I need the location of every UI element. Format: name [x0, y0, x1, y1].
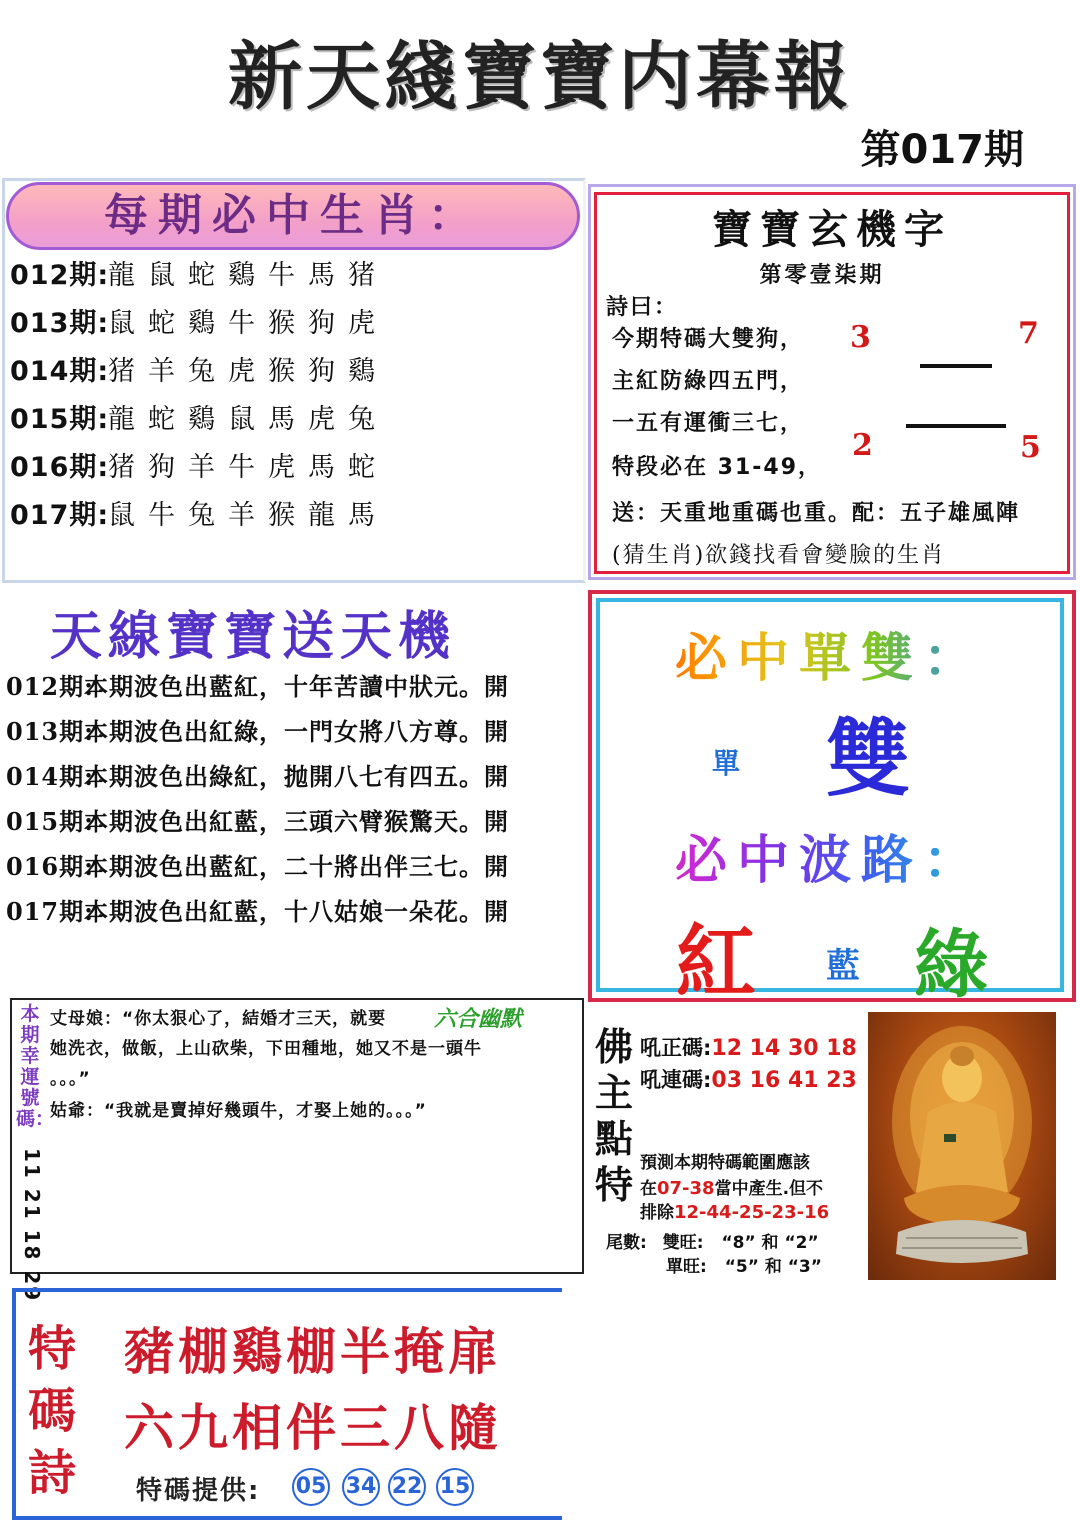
- buddha-figure-icon: [868, 1012, 1056, 1280]
- zodiac-animal: 牛: [228, 308, 256, 339]
- zodiac-animal: 蛇: [188, 260, 216, 291]
- poem-line: 主紅防綠四五門，: [612, 369, 805, 394]
- zodiac-animal: 馬: [308, 260, 336, 291]
- zodiac-animal: 鷄: [348, 356, 376, 387]
- zodiac-animal: 龍: [308, 500, 336, 531]
- wave-text: 本期波色出紅藍，十八姑娘一朵花。開: [84, 898, 509, 926]
- zodiac-animal: 羊: [228, 500, 256, 531]
- zodiac-animal: 牛: [268, 260, 296, 291]
- main-numbers: 12 14 30 18: [711, 1036, 857, 1061]
- zodiac-issue: 012期:: [10, 260, 110, 291]
- single-double-heading: 必中單雙：: [600, 616, 1060, 691]
- wave-row: [6, 754, 509, 799]
- wave-text: 本期波色出紅藍，三頭六臂猴驚天。開: [84, 808, 509, 836]
- zodiac-issue: 013期:: [10, 308, 110, 339]
- riddle-guess: (猜生肖)欲錢找看會變臉的生肖: [612, 543, 946, 568]
- zodiac-issue: 015期:: [10, 404, 110, 435]
- lucky-numbers: 11 21 18 29: [20, 1148, 44, 1303]
- zodiac-animal: 猪: [108, 452, 136, 483]
- provider-label: 特碼提供:: [136, 1476, 261, 1506]
- double-prosper-label: 雙旺:: [662, 1233, 704, 1253]
- number-ball: 05: [292, 1468, 330, 1506]
- buddha-image: [868, 1012, 1056, 1280]
- zodiac-animal: 猪: [108, 356, 136, 387]
- double-answer: 雙: [826, 709, 911, 808]
- wave-route-heading: 必中波路：: [600, 818, 1060, 893]
- wave-text: 本期波色出綠紅，抛開八七有四五。開: [84, 763, 509, 791]
- zodiac-animal: 馬: [348, 500, 376, 531]
- zodiac-animal: 猪: [348, 260, 376, 291]
- zodiac-animal: 蛇: [148, 404, 176, 435]
- newspaper-title: 新天綫寶寶内幕報: [228, 34, 852, 120]
- zodiac-animal: 虎: [268, 452, 296, 483]
- single-prosper-value: “5” 和 “3”: [724, 1257, 822, 1277]
- single-prosper-label: 單旺:: [666, 1257, 707, 1277]
- zodiac-animal: 馬: [268, 404, 296, 435]
- wave-row: [6, 889, 509, 934]
- number-ball: 34: [342, 1468, 380, 1506]
- link-numbers: 03 16 41 23: [711, 1068, 857, 1093]
- zodiac-animal: 兔: [188, 356, 216, 387]
- wave-text: 本期波色出藍紅，十年苦讀中狀元。開: [84, 673, 509, 701]
- zodiac-row: [10, 348, 382, 396]
- wave-issue: 013期:: [6, 717, 94, 746]
- special-poem-line: 六九相伴三八隨: [124, 1398, 502, 1457]
- zodiac-animal: 羊: [188, 452, 216, 483]
- buddha-label: 佛主點特: [594, 1024, 633, 1207]
- wave-heading: 天線寶寶送天機: [50, 606, 457, 667]
- wave-issue: 015期:: [6, 807, 94, 836]
- exclude-label: 排除: [640, 1203, 674, 1223]
- zodiac-animal: 虎: [348, 308, 376, 339]
- poem-line: 一五有運衝三七，: [612, 411, 805, 436]
- zodiac-animal: 狗: [308, 308, 336, 339]
- zodiac-animal: 牛: [228, 452, 256, 483]
- green-answer: 綠: [914, 922, 988, 1008]
- zodiac-animal: 兔: [348, 404, 376, 435]
- zodiac-row: [10, 252, 382, 300]
- riddle-number: 5: [1020, 430, 1041, 465]
- wave-issue: 014期:: [6, 762, 94, 791]
- zodiac-animal: 鷄: [228, 260, 256, 291]
- riddle-stroke: [920, 364, 992, 368]
- predict-range: 07-38: [657, 1178, 715, 1199]
- issue-number: 第017期: [860, 127, 1024, 173]
- zodiac-animal: 龍: [108, 260, 136, 291]
- zodiac-animal: 鼠: [148, 260, 176, 291]
- special-poem-line: 豬棚鷄棚半掩扉: [124, 1322, 502, 1381]
- number-ball: 15: [436, 1468, 474, 1506]
- zodiac-issue: 017期:: [10, 500, 110, 531]
- special-poem-label: 特碼詩: [28, 1321, 77, 1501]
- riddle-title: 寶寶玄機字: [712, 206, 952, 253]
- zodiac-animal: 狗: [148, 452, 176, 483]
- predict-line: 預測本期特碼範圍應該: [640, 1153, 810, 1173]
- zodiac-animal: 虎: [308, 404, 336, 435]
- riddle-number: 2: [852, 428, 873, 463]
- zodiac-heading: 每期必中生肖：: [6, 182, 580, 250]
- predict-prefix: 在: [640, 1179, 657, 1199]
- wave-text: 本期波色出藍紅，二十將出伴三七。開: [84, 853, 509, 881]
- riddle-stroke: [906, 424, 1006, 428]
- wave-issue: 016期:: [6, 852, 94, 881]
- joke-line: 丈母娘：“你太狠心了，結婚才三天，就要: [50, 1009, 387, 1029]
- riddle-send: 送：天重地重碼也重。配：五子雄風陣: [612, 501, 1021, 526]
- zodiac-animal: 鷄: [188, 404, 216, 435]
- zodiac-animal: 鷄: [188, 308, 216, 339]
- riddle-number: 3: [850, 320, 871, 355]
- zodiac-animal: 虎: [228, 356, 256, 387]
- zodiac-row: [10, 492, 382, 540]
- zodiac-animal: 兔: [188, 500, 216, 531]
- zodiac-animal: 蛇: [148, 308, 176, 339]
- riddle-subtitle: 第零壹柒期: [759, 263, 885, 288]
- zodiac-animal: 蛇: [348, 452, 376, 483]
- zodiac-animal: 猴: [268, 356, 296, 387]
- predict-suffix: 當中產生.但不: [714, 1179, 824, 1199]
- zodiac-row: [10, 300, 382, 348]
- wave-issue: 012期:: [6, 672, 94, 701]
- humor-logo: 六合幽默: [434, 1007, 523, 1032]
- zodiac-animal: 鼠: [108, 500, 136, 531]
- zodiac-animal: 羊: [148, 356, 176, 387]
- zodiac-animal: 猴: [268, 500, 296, 531]
- zodiac-animal: 鼠: [108, 308, 136, 339]
- joke-line: 。。。”: [50, 1069, 91, 1089]
- zodiac-animal: 龍: [108, 404, 136, 435]
- joke-line: 她洗衣，做飯，上山砍柴，下田種地，她又不是一頭牛: [50, 1039, 482, 1059]
- zodiac-row: [10, 444, 382, 492]
- tail-label: 尾數:: [606, 1233, 647, 1253]
- poem-line: 今期特碼大雙狗，: [612, 327, 805, 352]
- riddle-number: 7: [1018, 316, 1039, 351]
- wave-row: [6, 709, 509, 754]
- zodiac-animal: 猴: [268, 308, 296, 339]
- wave-row: [6, 844, 509, 889]
- wave-issue: 017期:: [6, 897, 94, 926]
- poem-label: 詩曰：: [606, 295, 679, 320]
- link-label: 吼連碼:: [640, 1068, 712, 1092]
- main-label: 吼正碼:: [640, 1036, 712, 1060]
- zodiac-animal: 馬: [308, 452, 336, 483]
- single-label: 單: [712, 747, 741, 780]
- poem-line: 特段必在 31-49，: [612, 455, 823, 480]
- red-answer: 紅: [676, 915, 756, 1009]
- wave-row: [6, 664, 509, 709]
- wave-row: [6, 799, 509, 844]
- joke-line: 姑爺：“我就是賣掉好幾頭牛，才娶上她的。。。”: [50, 1101, 427, 1121]
- zodiac-animal: 牛: [148, 500, 176, 531]
- double-prosper-value: “8” 和 “2”: [721, 1233, 819, 1253]
- wave-text: 本期波色出紅綠，一門女將八方尊。開: [84, 718, 509, 746]
- zodiac-issue: 014期:: [10, 356, 110, 387]
- zodiac-row: [10, 396, 382, 444]
- zodiac-animal: 狗: [308, 356, 336, 387]
- lucky-label: 本期幸運號碼：: [16, 1003, 55, 1130]
- number-ball: 22: [388, 1468, 426, 1506]
- exclude-numbers: 12-44-25-23-16: [674, 1202, 830, 1223]
- zodiac-issue: 016期:: [10, 452, 110, 483]
- blue-label: 藍: [826, 946, 860, 986]
- zodiac-animal: 鼠: [228, 404, 256, 435]
